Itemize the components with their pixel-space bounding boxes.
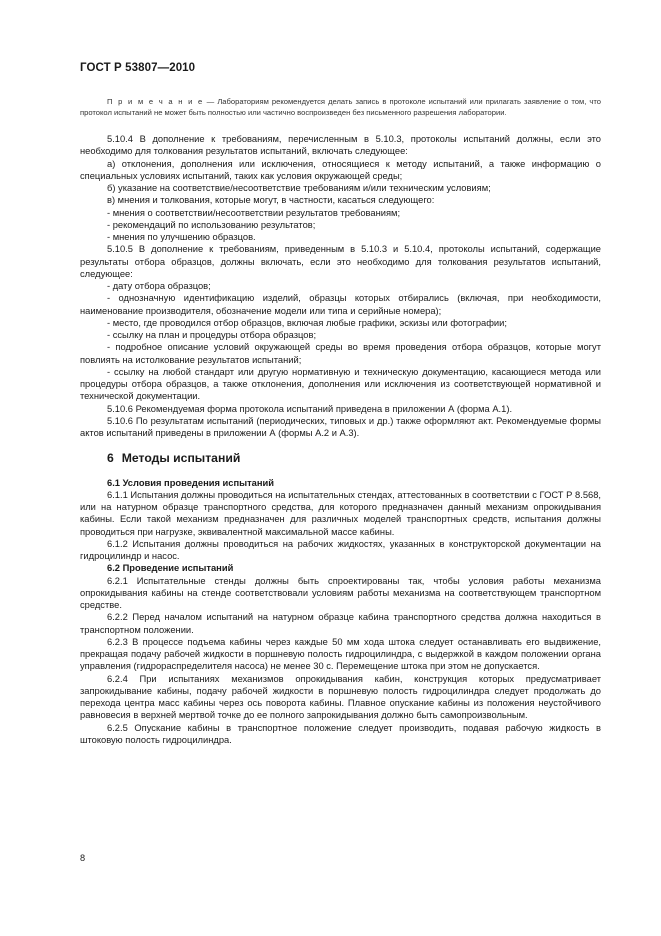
list-item: - подробное описание условий окружающей среды во время проведения отбора образцов, которые могут повлиять на истолкование результатов испытаний; bbox=[80, 342, 601, 365]
paragraph-6-2-1: 6.2.1 Испытательные стенды должны быть спроектированы так, чтобы условия работы механизма опрокидывания кабины на стенде соответствовали условиям работы механизма на соответствующем транспортном средстве. bbox=[80, 575, 601, 610]
list-item: - ссылку на план и процедуры отбора образцов; bbox=[107, 330, 317, 340]
paragraph-6-1-2: 6.1.2 Испытания должны проводиться на рабочих жидкостях, указанных в конструкторской документации на гидроцилиндр и насос. bbox=[80, 538, 601, 561]
paragraph-6-2-4: 6.2.4 При испытаниях механизмов опрокидывания кабин, конструкция которых предусматривает запрокидывание кабины, подачу рабочей жидкости в поршневую полость гидроцилиндра следует продолжать до перехода центра масс кабины через ось поворота кабины. Плавное опускание кабины из положения неустойчивого равновесия в верхней мертвой точке до ее полного запрокидывания должно быть самопроизвольным. bbox=[80, 673, 601, 721]
paragraph-6-2-5: 6.2.5 Опускание кабины в транспортное положение следует производить, подавая рабочую жидкость в штоковую полость гидроцилиндра. bbox=[80, 722, 601, 745]
list-item: - мнения по улучшению образцов. bbox=[107, 232, 256, 242]
list-item: - однозначную идентификацию изделий, образцы которых отбирались (включая, при необходимости, наименование производителя, обозначение модели или типа и серийные номера); bbox=[80, 293, 601, 316]
note-lead: П р и м е ч а н и е bbox=[107, 97, 204, 106]
document-body bbox=[80, 133, 601, 746]
paragraph-5-10-5: 5.10.5 В дополнение к требованиям, приведенным в 5.10.3 и 5.10.4, протоколы испытаний, содержащие результаты отбора образцов, должны включать, если это необходимо для толкования результатов испытаний, следующее: bbox=[80, 244, 601, 279]
note-paragraph bbox=[80, 97, 601, 118]
list-item: - ссылку на любой стандарт или другую нормативную и техническую документацию, касающиеся метода или процедуры отбора образцов, а также отклонения, дополнения или исключения из соответствующей нормативной и технической документации. bbox=[80, 366, 601, 402]
section-heading bbox=[107, 452, 601, 464]
section-title: Методы испытаний bbox=[121, 451, 241, 466]
list-item: - мнения о соответствии/несоответствии результатов требованиям; bbox=[107, 207, 401, 218]
subsection-heading-6-2: 6.2 Проведение испытаний bbox=[107, 563, 234, 574]
note-text: — Лабораториям рекомендуется делать запись в протоколе испытаний или прилагать заявление о том, что протокол испытаний не может быть полностью или частично воспроизведен без письменного разрешения лаборатории. bbox=[80, 97, 601, 117]
list-item: - дату отбора образцов; bbox=[107, 281, 211, 291]
document-header: ГОСТ Р 53807—2010 bbox=[80, 62, 196, 74]
list-item-a: а) отклонения, дополнения или исключения, относящиеся к методу испытаний, а также информацию о специальных условиях испытаний, таких как условия окружающей среды; bbox=[80, 158, 601, 181]
page-number: 8 bbox=[80, 853, 86, 863]
subsection-heading-6-1: 6.1 Условия проведения испытаний bbox=[107, 477, 274, 488]
list-item: - место, где проводился отбор образцов, включая любые графики, эскизы или фотографии; bbox=[107, 317, 507, 328]
paragraph-5-10-4: 5.10.4 В дополнение к требованиям, перечисленным в 5.10.3, протоколы испытаний должны, если это необходимо для толкования результатов испытаний, включать следующее: bbox=[80, 134, 601, 157]
paragraph-5-10-6-act: 5.10.6 По результатам испытаний (периодических, типовых и др.) также оформляют акт. Рекомендуемые формы актов испытаний приведены в приложении А (формы А.2 и А.3). bbox=[80, 415, 601, 438]
list-item: - рекомендаций по использованию результатов; bbox=[107, 219, 316, 230]
paragraph-6-2-3: 6.2.3 В процессе подъема кабины через каждые 50 мм хода штока следует останавливать его выдвижение, прекращая подачу рабочей жидкости в поршневую полость гидроцилиндра, с выдержкой в каждом положении органа управления (гидрораспределителя насоса) не менее 30 с. Перемещение штока при этом не допускается. bbox=[80, 636, 601, 672]
paragraph-6-2-2: 6.2.2 Перед началом испытаний на натурном образце кабина транспортного средства должна находиться в транспортном положении. bbox=[80, 612, 601, 635]
list-item-v: в) мнения и толкования, которые могут, в частности, касаться следующего: bbox=[107, 195, 435, 206]
list-item-b: б) указание на соответствие/несоответствие требованиям и/или техническим условиям; bbox=[107, 183, 491, 193]
section-number: 6 bbox=[107, 451, 114, 466]
paragraph-5-10-6: 5.10.6 Рекомендуемая форма протокола испытаний приведена в приложении А (форма А.1). bbox=[107, 403, 513, 414]
paragraph-6-1-1: 6.1.1 Испытания должны проводиться на испытательных стендах, аттестованных в соответствии с ГОСТ Р 8.568, или на натурном образце транспортного средства, для которого предназначен данный механизм опрокидывания кабины. Если такой механизм предназначен для различных моделей транспортных средств, испытания должны проводиться при нагрузке, эквивалентной максимальной массе кабины. bbox=[80, 489, 601, 537]
